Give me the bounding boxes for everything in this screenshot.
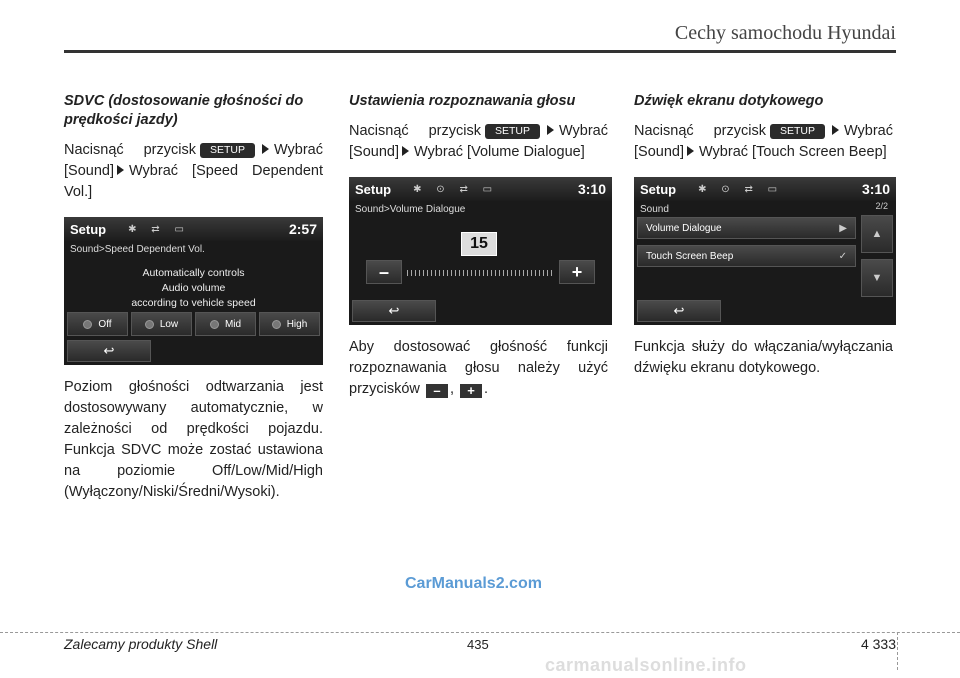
page-number: 435 [467,637,489,652]
radio-icon [145,320,154,329]
breadcrumb: Sound>Volume Dialogue [355,204,466,215]
option-off[interactable]: Off [67,312,128,336]
header-divider [64,50,896,53]
footer-divider [0,632,960,633]
section-touch-beep [634,92,893,379]
voice-screen [349,177,612,325]
arrow-right-icon: ▶ [839,222,847,234]
chapter-title: Cechy samochodu Hyundai [674,22,896,44]
arrow-right-icon [832,125,839,135]
watermark[interactable]: CarManuals2.com [405,575,542,592]
instruction: Nacisnąć przycisk SETUP Wybrać [Sound] Wybrać [Touch Screen Beep] [634,123,893,160]
status-icons: ✱ ⊙ ⇄ ▭ [698,183,784,195]
minus-icon: – [426,384,448,398]
arrow-right-icon [547,125,554,135]
instruction: Nacisnąć przycisk SETUP Wybrać [Sound] Wybrać [Speed Dependent Vol.] [64,142,323,200]
list-item-touch-screen-beep[interactable]: Touch Screen Beep ✓ [637,245,856,267]
body-text: Funkcja służy do włączania/wyłączania dźwięku ekranu dotykowego. [634,339,893,376]
scroll-up-button[interactable]: ▲ [861,215,893,253]
page-indicator: 2/2 [875,201,888,211]
setup-button-icon: SETUP [770,124,825,139]
section-heading: SDVC (dostosowanie głośności do prędkości jazdy) [64,93,304,128]
screen-title: Setup [640,181,677,197]
option-low[interactable]: Low [131,312,192,336]
back-button[interactable]: ↩ [352,300,436,322]
clock: 2:57 [288,221,317,237]
arrow-right-icon [687,146,694,156]
instruction: Nacisnąć przycisk SETUP Wybrać [Sound] Wybrać [Volume Dialogue] [349,123,608,160]
clock: 3:10 [577,181,606,197]
section-heading: Dźwięk ekranu dotykowego [634,93,824,109]
clock: 3:10 [861,181,890,197]
touch-beep-screen [634,177,896,325]
arrow-right-icon [402,146,409,156]
scroll-down-button[interactable]: ▼ [861,259,893,297]
sdvc-screen [64,217,323,365]
section-sdvc [64,92,323,503]
volume-scale[interactable] [407,270,554,276]
checkmark-icon: ✓ [838,250,847,262]
footer-note: Zalecamy produkty Shell [64,636,218,652]
section-voice [349,92,608,400]
radio-icon [210,320,219,329]
option-high[interactable]: High [259,312,320,336]
radio-icon [272,320,281,329]
status-icons: ✱ ⊙ ⇄ ▭ [413,183,499,195]
volume-value: 15 [461,232,497,256]
arrow-right-icon [117,165,124,175]
arrow-right-icon [262,144,269,154]
volume-plus-button[interactable]: + [559,260,595,284]
status-icons: ✱ ⇄ ▭ [128,223,190,235]
back-button[interactable]: ↩ [637,300,721,322]
option-mid[interactable]: Mid [195,312,256,336]
site-watermark[interactable]: carmanualsonline.info [545,655,747,675]
footer-separator [897,632,898,670]
setup-button-icon: SETUP [200,143,255,158]
volume-minus-button[interactable]: – [366,260,402,284]
back-button[interactable]: ↩ [67,340,151,362]
breadcrumb: Sound [640,204,669,215]
list-item-volume-dialogue[interactable]: Volume Dialogue ▶ [637,217,856,239]
body-text: Poziom głośności odtwarzania jest dostosowywany automatycznie, w zależności od prędkości pojazdu. Funkcja SDVC może zostać ustawiona na poziomie Off/Low/Mid/High (Wyłączony/Niski/Średni/Wysoki). [64,379,323,500]
message: Automatically controls Audio volume according to vehicle speed [131,267,256,309]
breadcrumb: Sound>Speed Dependent Vol. [70,244,205,255]
plus-icon: + [460,384,482,398]
setup-button-icon: SETUP [485,124,540,139]
body-text: Aby dostosować głośność funkcji rozpoznawania głosu należy użyć przycisków – , + . [349,339,608,398]
section-heading: Ustawienia rozpoznawania głosu [349,93,576,109]
section-page-number: 4 333 [860,636,896,652]
option-group [67,312,320,336]
screen-title: Setup [70,221,107,237]
screen-title: Setup [355,181,392,197]
radio-icon [83,320,92,329]
